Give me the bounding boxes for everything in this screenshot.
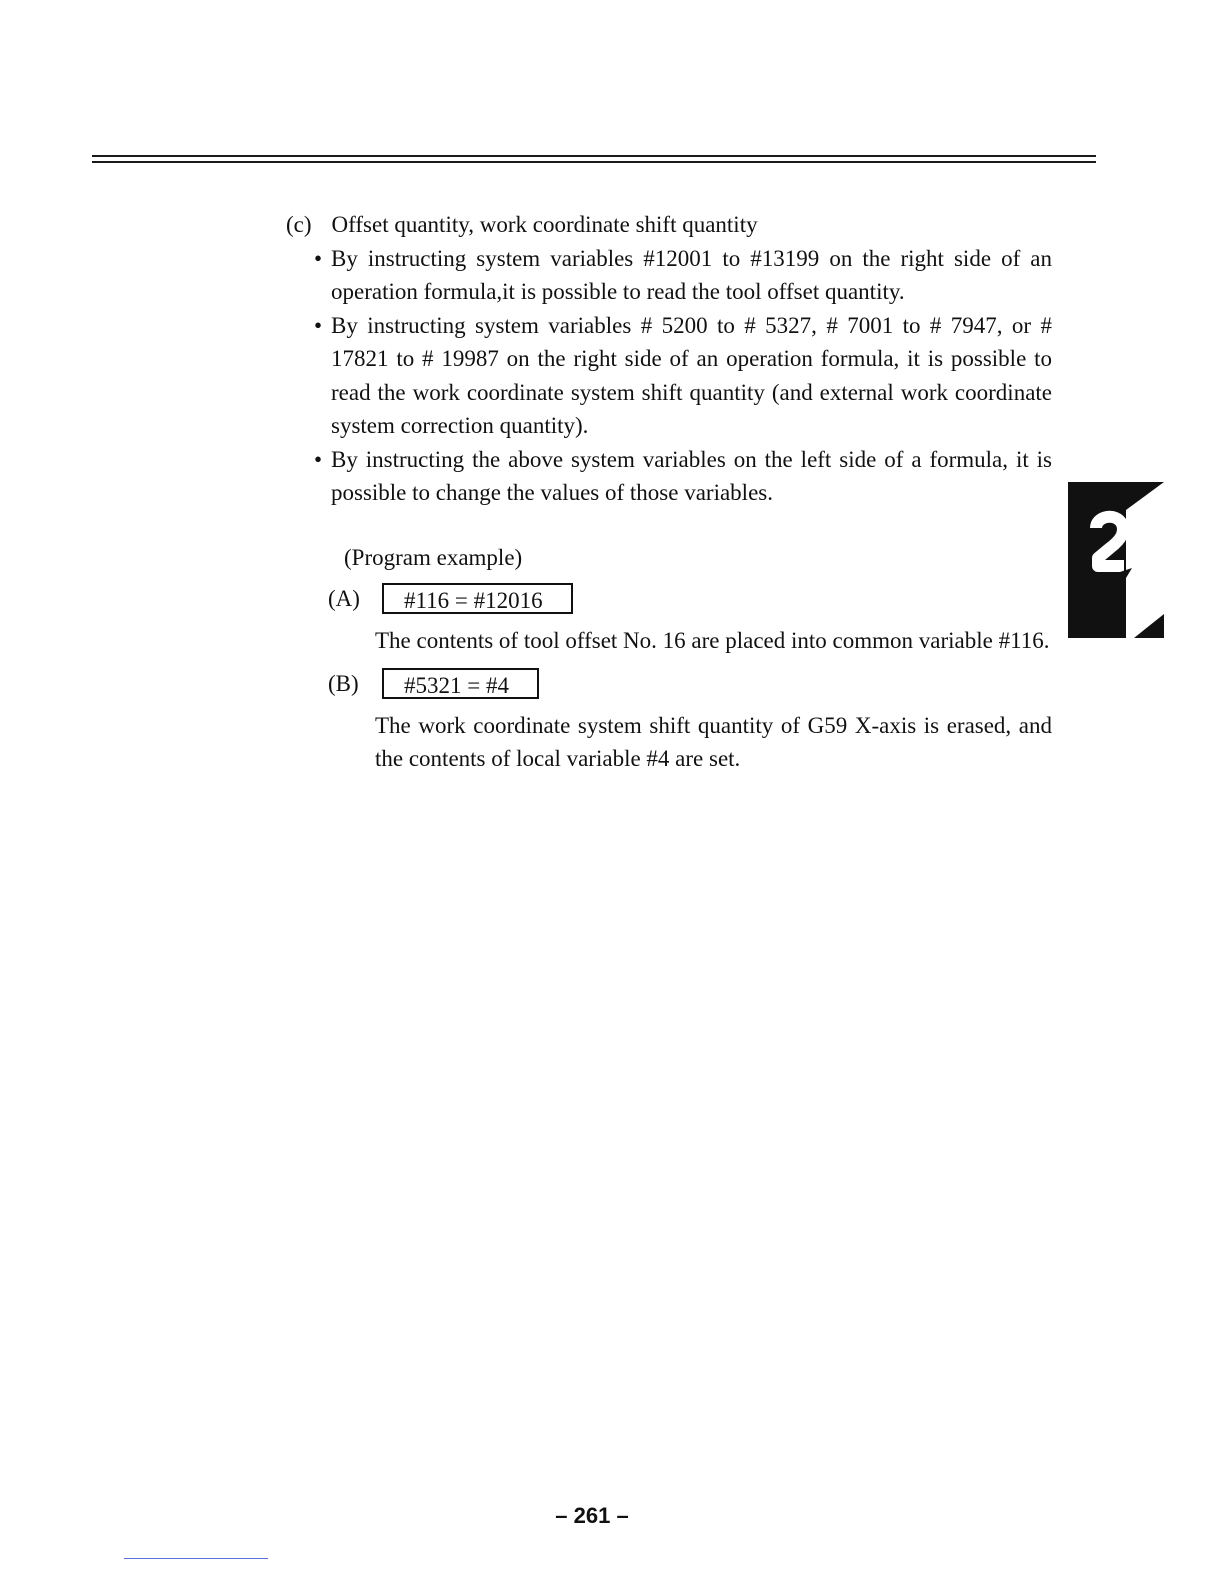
- header-rule-top: [92, 155, 1096, 157]
- example-b-description: The work coordinate system shift quantity of G59 X-axis is erased, and the contents of local variable #4 are set.: [375, 712, 1052, 771]
- example-a-description: The contents of tool offset No. 16 are placed into common variable #116.: [375, 627, 1050, 653]
- chapter-2-tab-icon: [1068, 482, 1164, 638]
- bullet-item: • By instructing system variables # 5200 to # 5327, # 7001 to # 7947, or # 17821 to # 19987 on the right side of an operation formula, it is possible to read the work coordinate system shift quantity (and external work coordinate system correction quantity).: [314, 309, 1052, 443]
- bullet-item: • By instructing the above system variables on the left side of a formula, it is possible to change the values of those variables.: [314, 443, 1052, 510]
- example-a-code: #116 = #12016: [382, 583, 573, 614]
- page-content: [286, 208, 1052, 776]
- program-example-title: (Program example): [344, 544, 523, 570]
- example-b: [328, 667, 1052, 701]
- example-a-label: (A): [328, 586, 360, 611]
- section-title: Offset quantity, work coordinate shift quantity: [331, 212, 758, 237]
- section-marker: (c): [286, 212, 312, 237]
- example-a: [328, 582, 1052, 616]
- example-b-label: (B): [328, 671, 359, 696]
- bullet-list: [286, 242, 1052, 510]
- section-heading: [286, 208, 1052, 242]
- footer-link-line: [124, 1558, 268, 1559]
- example-b-code: #5321 = #4: [382, 668, 539, 699]
- bullet-item: • By instructing system variables #12001 to #13199 on the right side of an operation formula,it is possible to read the tool offset quantity.: [314, 242, 1052, 309]
- page-number: – 261 –: [555, 1503, 629, 1528]
- header-rule-bottom: [92, 161, 1096, 163]
